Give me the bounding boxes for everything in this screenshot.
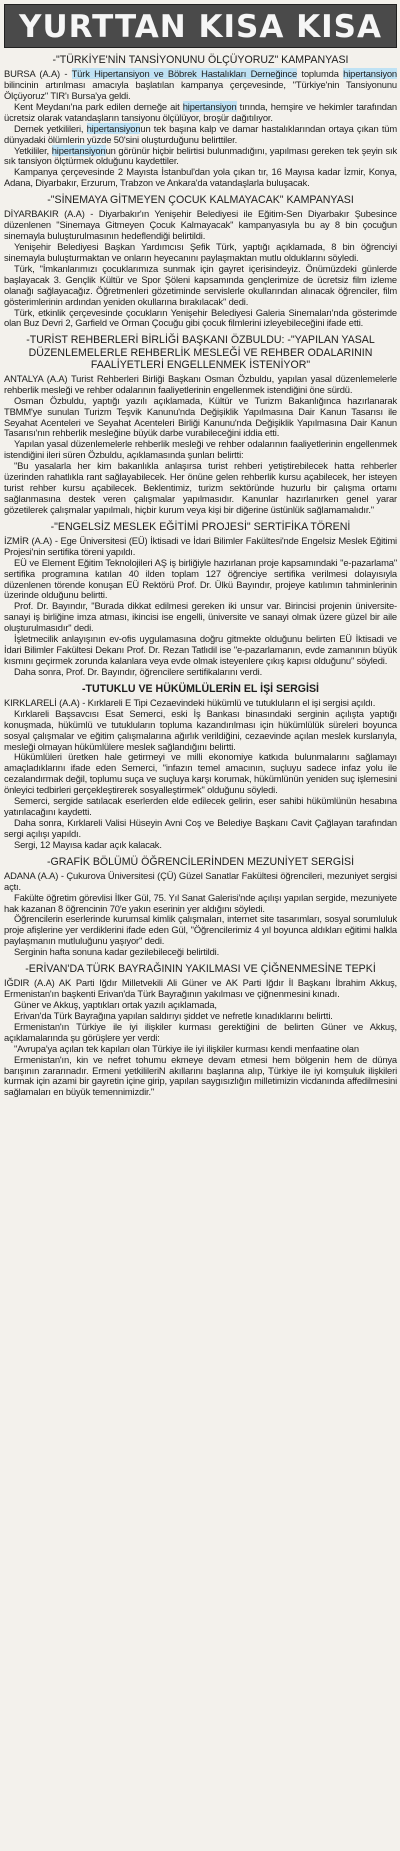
- news-paragraph: Yetkililer, hipertansiyonun görünür hiçbir belirtisi bulunmadığını, yapılması gereken tek şeyin sık sık tansiyon ölçtürmek olduğunu kaydettiler.: [4, 144, 397, 167]
- news-paragraph: Dernek yetkilileri, hipertansiyonun tek başına kalp ve damar hastalıklarından ortaya çıkan tüm dünyadaki ölümlerin yüzde 50'sini oluşturduğunu belirttiler.: [4, 122, 397, 145]
- news-item: [4, 194, 397, 329]
- news-paragraph: İZMİR (A.A) - Ege Üniversitesi (EÜ) İktisadi ve İdari Bilimler Fakültesi'nde Engelsiz Meslek Eğitimi Projesi'nin sertifika töreni yapıldı.: [4, 534, 397, 557]
- news-paragraph: DİYARBAKIR (A.A) - Diyarbakır'ın Yenişehir Belediyesi ile Eğitim-Sen Diyarbakır Şubesince düzenlenen "Sinemaya Gitmeyen Çocuk Kalmayacak" kampanyasıyla bu ay 8 bin çocuğun sinemayla buluşturulmasının hedeflendiği belirtildi.: [4, 208, 397, 242]
- news-headline: -GRAFİK BÖLÜMÜ ÖĞRENCİLERİNDEN MEZUNİYET SERGİSİ: [46, 855, 355, 868]
- news-headline: -ERİVAN'DA TÜRK BAYRAĞININ YAKILMASI VE ÇİĞNENMESİNE TEPKİ: [25, 963, 376, 976]
- news-paragraph: Kent Meydanı'na park edilen derneğe ait hipertansiyon tırında, hemşire ve hekimler tarafından ücretsiz olarak vatandaşların tansiyonu ölçülüyor, broşür dağıtılıyor.: [4, 100, 397, 123]
- news-paragraph: Kampanya çerçevesinde 2 Mayısta İstanbul'dan yola çıkan tır, 16 Mayısa kadar İzmir, Konya, Adana, Diyarbakır, Erzurum, Trabzon ve Ankara'da vatandaşlarla buluşacak.: [4, 166, 397, 189]
- news-paragraph: Öğrencilerin eserlerinde kurumsal kimlik çalışmaları, internet site tasarımları, sosyal sorumluluk proje afişlerine yer verdiklerini ifade eden Gül, "Öğrencilerimiz 4 yıl boyunca aldıkları eğitimi halkla paylaşmanın mutluluğunu yaşıyor" dedi.: [4, 913, 397, 947]
- news-paragraph: Yenişehir Belediyesi Başkan Yardımcısı Şefik Türk, yaptığı açıklamada, 8 bin öğrenciyi sinemayla buluşturmaktan ve onların heyecanını paylaşmaktan mutlu olduklarını söyledi.: [4, 241, 397, 263]
- news-paragraph: "Bu yasalarla her kim bakanlıkla anlaşırsa turist rehberi yetiştirebilecek hatta rehberler üzerinden rahatlıkla rant sağlayabilecek. Her önüne gelen rehberlik kursu açabilecek, her isteyen turist rehber kursu açabilecek. Beklentimiz, turizm sektöründe huzurlu bir çalışma ortamı sağlanmasına destek veren çalışmalar yapılmasıdır. Kanunlar hazırlanırken genel yarar gözetilerek çalışmalar yapılmalı, hiçbir kurum veya kişi bir diğerine üstünlük sağlamamalıdır.": [4, 460, 397, 515]
- highlighted-keyword: hipertansiyon: [182, 100, 237, 112]
- news-paragraph: Sergi, 12 Mayısa kadar açık kalacak.: [14, 838, 162, 850]
- news-paragraph: EÜ ve Element Eğitim Teknolojileri AŞ iş birliğiyle hazırlanan proje kapsamındaki "e-pazarlama" sertifika programına katılan 40 ilden toplam 127 öğrenciye sertifika verilmesi dolayısıyla düzenlenen törende konuşan EÜ Rektörü Prof. Dr. Ülkü Bayındır, projeye katılımın tahminlerinin üzerinde olduğunu belirtti.: [4, 556, 397, 601]
- highlighted-keyword: hipertansiyon: [86, 122, 141, 134]
- news-paragraph: IĞDIR (A.A) AK Parti Iğdır Milletvekili Ali Güner ve AK Parti Iğdır İl Başkanı İbrahim Akkuş, Ermenistan'ın başkenti Erivan'da Türk Bayrağının yakılması ve çiğnenmesini kınadı.: [4, 977, 397, 1000]
- news-headline: -TURİST REHBERLERİ BİRLİĞİ BAŞKANI ÖZBULDU: -"YAPILAN YASAL DÜZENLEMELERLE REHBERLİK MESLEĞİ VE REHBER ODALARININ FAALİYETLERİ ENGELLENMEK İSTENİYOR": [26, 334, 375, 371]
- news-sections: [4, 54, 397, 1098]
- news-paragraph: BURSA (A.A) - Türk Hipertansiyon ve Böbrek Hastalıkları Derneğince toplumda hipertansiyon bilincinin artırılması amacıyla başlatılan kampanya çerçevesinde, "Türkiye'nin Tansiyonunu Ölçüyoruz" TIR'ı Bursa'ya geldi.: [4, 68, 397, 102]
- news-item: [4, 963, 397, 1098]
- news-item: [4, 856, 397, 958]
- news-paragraph: Osman Özbuldu, yaptığı yazılı açıklamada, Kültür ve Turizm Bakanlığınca hazırlanarak TBMM'ye sunulan Turizm Teşvik Kanunu'nda Değişiklik Yapılmasına Dair Kanun Tasarısı ile Seyahat Acenteleri ve Seyahat Acenteleri Birliği Kanunu'nda Değişiklik Yapılmasına Dair Kanun Tasarısı'nın rehberlik mesleğine büyük darbe vurabileceğini iddia etti.: [4, 394, 397, 439]
- news-paragraph: Güner ve Akkuş, yaptıkları ortak yazılı açıklamada,: [14, 999, 217, 1011]
- news-item: [4, 334, 397, 515]
- news-paragraph: İşletmecilik anlayışının ev-ofis uygulamasına doğru gitmekte olduğunu belirten EÜ İktisadi ve İdari Bilimler Fakültesi Dekanı Prof. Dr. Rezan Tatlıdil ise "e-pazarlamanın, evde zamanının büyük kısmını geçirmek zorunda kalanlara veya evde olmak isteyenlere çıkış kapısı olduğunu" söyledi.: [4, 633, 397, 666]
- news-paragraph: ANTALYA (A.A) Turist Rehberleri Birliği Başkanı Osman Özbuldu, yapılan yasal düzenlemelerle rehberlik mesleği ve rehber odalarının faaliyetlerinin engellenmek istendiğini öne sürdü.: [4, 372, 397, 395]
- news-paragraph: Serginin hafta sonuna kadar gezilebileceği belirtildi.: [14, 946, 220, 958]
- news-paragraph: Hükümlüleri üretken hale getirmeyi ve milli ekonomiye katkıda bulunmalarını sağlamayı amaçladıklarını ifade eden Semerci, "infazın temel amacının, suçluyu sadece infaz yolu ile cezalandırmak değil, toplumu suça ve suçluya karşı korumak, hükümlünün yeniden suç işlemesini önleyici tedbirleri gerçekleştirerek sosyalleştirmek" olduğunu söyledi.: [4, 751, 397, 796]
- news-item: [4, 54, 397, 189]
- news-headline: -"ENGELSİZ MESLEK EĞİTİMİ PROJESİ" SERTİFİKA TÖRENİ: [50, 520, 351, 533]
- news-paragraph: Kırklareli Başsavcısı Esat Semerci, eski İş Bankası binasındaki serginin açılışta yaptığı konuşmada, hükümlü ve tutukluların topluma kazandırılması için hükümlülük süreleri boyunca sosyal çalışmalar ve eğitim çalışmalarına ağırlık verildiğini, cezaevinde açılan meslek kurslarıyla, mesleği olmayan hükümlülere meslek sağlandığını belirtti.: [4, 707, 397, 752]
- news-paragraph: Daha sonra, Kırklareli Valisi Hüseyin Avni Coş ve Belediye Başkanı Cavit Çağlayan tarafından sergi açılışı yapıldı.: [4, 816, 397, 839]
- news-paragraph: Ermenistan'ın Türkiye ile iyi ilişkiler kurması gerektiğini de belirten Güner ve Akkuş, açıklamalarında şu görüşlere yer verdi:: [4, 1020, 397, 1043]
- news-paragraph: Türk, etkinlik çerçevesinde çocukların Yenişehir Belediyesi Galeria Sinemaları'nda gösterimde olan Buz Devri 2, Garfield ve Orman Çocuğu gibi çocuk filmlerini izleyebileceğini ifade etti.: [4, 306, 397, 329]
- news-item: [4, 683, 397, 851]
- news-paragraph: Yapılan yasal düzenlemelerle rehberlik mesleği ve rehber odalarının faaliyetlerinin engellenmek istendiğini ileri süren Özbuldu, açıklamasında şunları belirtti:: [4, 438, 397, 461]
- news-paragraph: Erivan'da Türk Bayrağına yapılan saldırıyı şiddet ve nefretle kınadıklarını belirtti.: [14, 1009, 333, 1021]
- news-paragraph: Türk, "İmkanlarımızı çocuklarımıza sunmak için gayret içerisindeyiz. Önümüzdeki günlerde başlayacak 3. Gençlik Kültür ve Spor Şöleni kapsamında gençlerimize de ücretsiz film izleme olanağı sağlayacağız. Öğretmenleri gözetiminde servislerle okullarından alınacak öğrenciler, film gösterimlerinin ardından yeniden okullarına bırakılacak" dedi.: [4, 262, 397, 307]
- news-item: [4, 521, 397, 678]
- news-headline: -"TÜRKİYE'NİN TANSİYONUNU ÖLÇÜYORUZ" KAMPANYASI: [52, 54, 349, 66]
- news-paragraph: KIRKLARELİ (A.A) - Kırklareli E Tipi Cezaevindeki hükümlü ve tutukluların el işi sergisi açıldı.: [4, 696, 376, 708]
- news-headline: -"SİNEMAYA GİTMEYEN ÇOCUK KALMAYACAK" KAMPANYASI: [47, 194, 354, 207]
- news-paragraph: Ermenistan'ın, kin ve nefret tohumu ekmeye devam etmesi hem bölgenin hem de dünya barışının zararınadır. Ermeni yetkilileriN akıllarını başlarına alıp, Türkiye ile iyi komşuluk ilişkileri kurmak için azami bir gayretin içine girip, yapılan saygısızlığın milletimizin vicdanında affedilmesini sağlamaları en büyük temennimizdir.": [4, 1053, 397, 1098]
- news-paragraph: ADANA (A.A) - Çukurova Üniversitesi (ÇÜ) Güzel Sanatlar Fakültesi öğrencileri, mezuniyet sergisi açtı.: [4, 869, 397, 892]
- highlighted-keyword: hipertansiyon: [343, 68, 397, 80]
- news-paragraph: "Avrupa'ya açılan tek kapıları olan Türkiye ile iyi ilişkiler kurması kendi menfaatine olan: [14, 1042, 359, 1054]
- news-paragraph: Semerci, sergide satılacak eserlerden elde edilecek gelirin, eser sahibi hükümlünün hesabına yatırılacağını kaydetti.: [4, 795, 397, 817]
- news-paragraph: Prof. Dr. Bayındır, "Burada dikkat edilmesi gereken iki unsur var. Birincisi projenin üniversite-sanayi iş birliğine imza atması, ikincisi ise engelli, üniversite ve sanayi olmak üzere güzel bir aile oluşturulmasıdır" dedi.: [4, 600, 397, 634]
- column-banner: YURTTAN KISA KISA: [4, 4, 397, 48]
- news-paragraph: Daha sonra, Prof. Dr. Bayındır, öğrencilere sertifikalarını verdi.: [14, 665, 263, 677]
- highlighted-text: Türk Hipertansiyon ve Böbrek Hastalıkları Derneğince: [71, 68, 298, 80]
- highlighted-keyword: hipertansiyon: [51, 144, 106, 156]
- news-headline: -TUTUKLU VE HÜKÜMLÜLERİN EL İŞİ SERGİSİ: [82, 682, 319, 695]
- news-paragraph: Fakülte öğretim görevlisi İlker Gül, 75. Yıl Sanat Galerisi'nde açılışı yapılan sergide, mezuniyete hak kazanan 8 öğrencinin 70'e yakın eserinin yer aldığını söyledi.: [4, 891, 397, 914]
